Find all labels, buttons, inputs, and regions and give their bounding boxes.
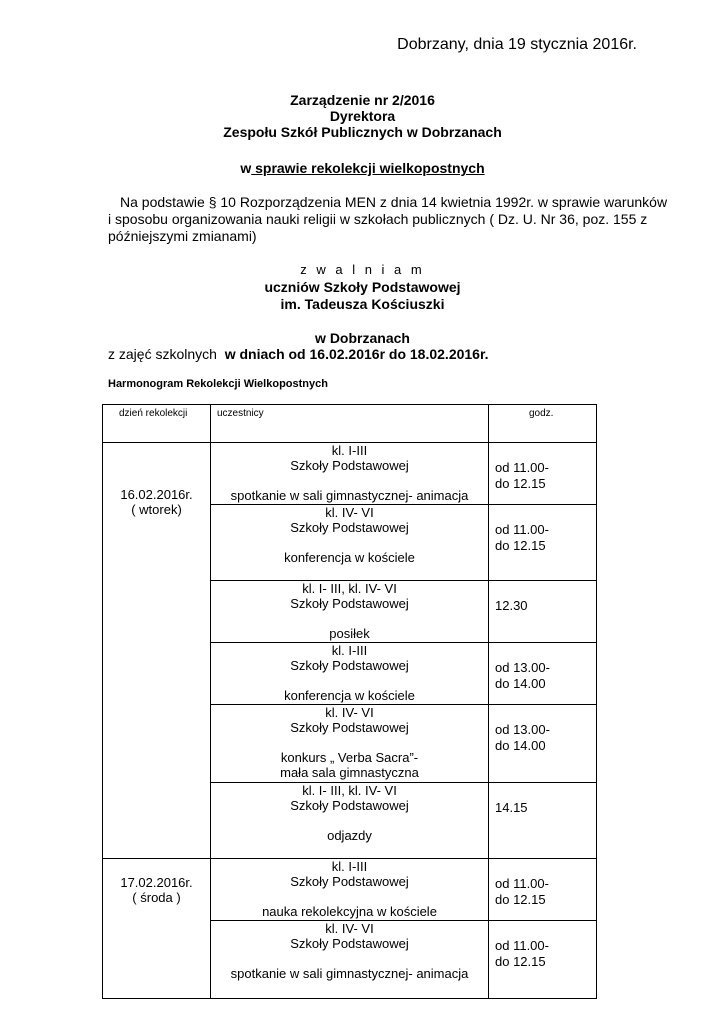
school-label: Szkoły Podstawowej <box>290 520 409 535</box>
group-label: kl. IV- VI <box>325 921 374 936</box>
schedule-heading: Harmonogram Rekolekcji Wielkopostnych <box>108 378 328 390</box>
subject-underlined: sprawie rekolekcji wielkopostnych <box>251 160 485 176</box>
participants-cell <box>211 581 489 643</box>
time-to: do 12.15 <box>495 954 546 969</box>
school-label: Szkoły Podstawowej <box>290 596 409 611</box>
time-from: od 11.00- <box>495 938 549 953</box>
school-label: Szkoły Podstawowej <box>290 720 409 735</box>
students-line-2: im. Tadeusza Kościuszki <box>280 296 445 312</box>
participants-cell <box>211 859 489 921</box>
participants-cell <box>211 443 489 505</box>
day-date: 16.02.2016r. <box>120 487 193 502</box>
date-line: Dobrzany, dnia 19 stycznia 2016r. <box>397 36 637 53</box>
time-cell <box>489 643 597 705</box>
title-line-2: Dyrektora <box>329 108 396 124</box>
group-label: kl. IV- VI <box>325 505 374 520</box>
group-label: kl. IV- VI <box>325 705 374 720</box>
table-row <box>103 859 597 921</box>
table-header-row <box>103 405 597 443</box>
participants-cell <box>211 505 489 581</box>
subject-prefix: w <box>240 160 252 176</box>
day-cell <box>103 859 211 999</box>
time-cell <box>489 783 597 859</box>
group-label: kl. I-III <box>331 643 368 658</box>
time-cell <box>489 921 597 999</box>
day-weekday: ( środa ) <box>132 890 181 905</box>
column-header-participants: uczestnicy <box>211 405 489 443</box>
time-to: do 14.00 <box>495 676 546 691</box>
group-label: kl. I-III <box>331 859 368 874</box>
time-from: od 13.00- <box>495 660 550 675</box>
activity-label: konkurs „ Verba Sacra”- <box>280 750 419 765</box>
time-from: 14.15 <box>495 800 528 815</box>
title-line-1: Zarządzenie nr 2/2016 <box>290 92 435 108</box>
table-row <box>103 443 597 505</box>
schedule-table <box>102 404 597 999</box>
day-date: 17.02.2016r. <box>120 875 193 890</box>
day-cell <box>103 443 211 859</box>
time-to: do 12.15 <box>495 538 546 553</box>
time-from: od 11.00- <box>495 876 549 891</box>
activity-label: odjazdy <box>327 828 372 843</box>
school-label: Szkoły Podstawowej <box>290 798 409 813</box>
time-to: do 12.15 <box>495 476 546 491</box>
activity-label: spotkanie w sali gimnastycznej- animacja <box>230 488 469 503</box>
subject-line <box>0 160 725 176</box>
activity-label: konferencja w kościele <box>284 550 415 565</box>
time-from: od 11.00- <box>495 460 549 475</box>
activity-label: nauka rekolekcyjna w kościele <box>262 904 437 919</box>
dates-line <box>108 346 489 362</box>
day-weekday: ( wtorek) <box>131 502 182 517</box>
column-header-time: godz. <box>489 405 597 443</box>
activity-label: posiłek <box>329 626 370 641</box>
time-cell <box>489 859 597 921</box>
group-label: kl. I-III <box>331 443 368 458</box>
time-cell <box>489 581 597 643</box>
participants-cell <box>211 783 489 859</box>
school-label: Szkoły Podstawowej <box>290 874 409 889</box>
activity-label: konferencja w kościele <box>284 688 415 703</box>
place-line: w Dobrzanach <box>315 330 410 346</box>
time-to: do 14.00 <box>495 738 546 753</box>
participants-cell <box>211 921 489 999</box>
time-to: do 12.15 <box>495 892 546 907</box>
column-header-day: dzień rekolekcji <box>103 405 211 443</box>
dates-range: w dniach od 16.02.2016r do 18.02.2016r. <box>224 346 489 362</box>
activity-label-2: mała sala gimnastyczna <box>280 765 419 780</box>
time-cell <box>489 443 597 505</box>
school-label: Szkoły Podstawowej <box>290 458 409 473</box>
decision-verb: z w a l n i a m <box>300 262 425 277</box>
activity-label: spotkanie w sali gimnastycznej- animacja <box>230 966 469 981</box>
school-label: Szkoły Podstawowej <box>290 658 409 673</box>
title-line-3: Zespołu Szkół Publicznych w Dobrzanach <box>223 124 502 140</box>
time-from: od 11.00- <box>495 522 549 537</box>
participants-cell <box>211 643 489 705</box>
students-line-1: uczniów Szkoły Podstawowej <box>264 279 461 295</box>
participants-cell <box>211 705 489 783</box>
group-label: kl. I- III, kl. IV- VI <box>302 581 397 596</box>
legal-basis-paragraph: Na podstawie § 10 Rozporządzenia MEN z dnia 14 kwietnia 1992r. w sprawie warunków i sposobu organizowania nauki religii w szkołach publicznych ( Dz. U. Nr 36, poz. 155 z późniejszymi zmianami) <box>108 194 668 244</box>
time-cell <box>489 705 597 783</box>
time-cell <box>489 505 597 581</box>
school-label: Szkoły Podstawowej <box>290 936 409 951</box>
dates-prefix: z zajęć szkolnych <box>108 346 225 362</box>
time-from: od 13.00- <box>495 722 550 737</box>
time-from: 12.30 <box>495 598 528 613</box>
group-label: kl. I- III, kl. IV- VI <box>302 783 397 798</box>
